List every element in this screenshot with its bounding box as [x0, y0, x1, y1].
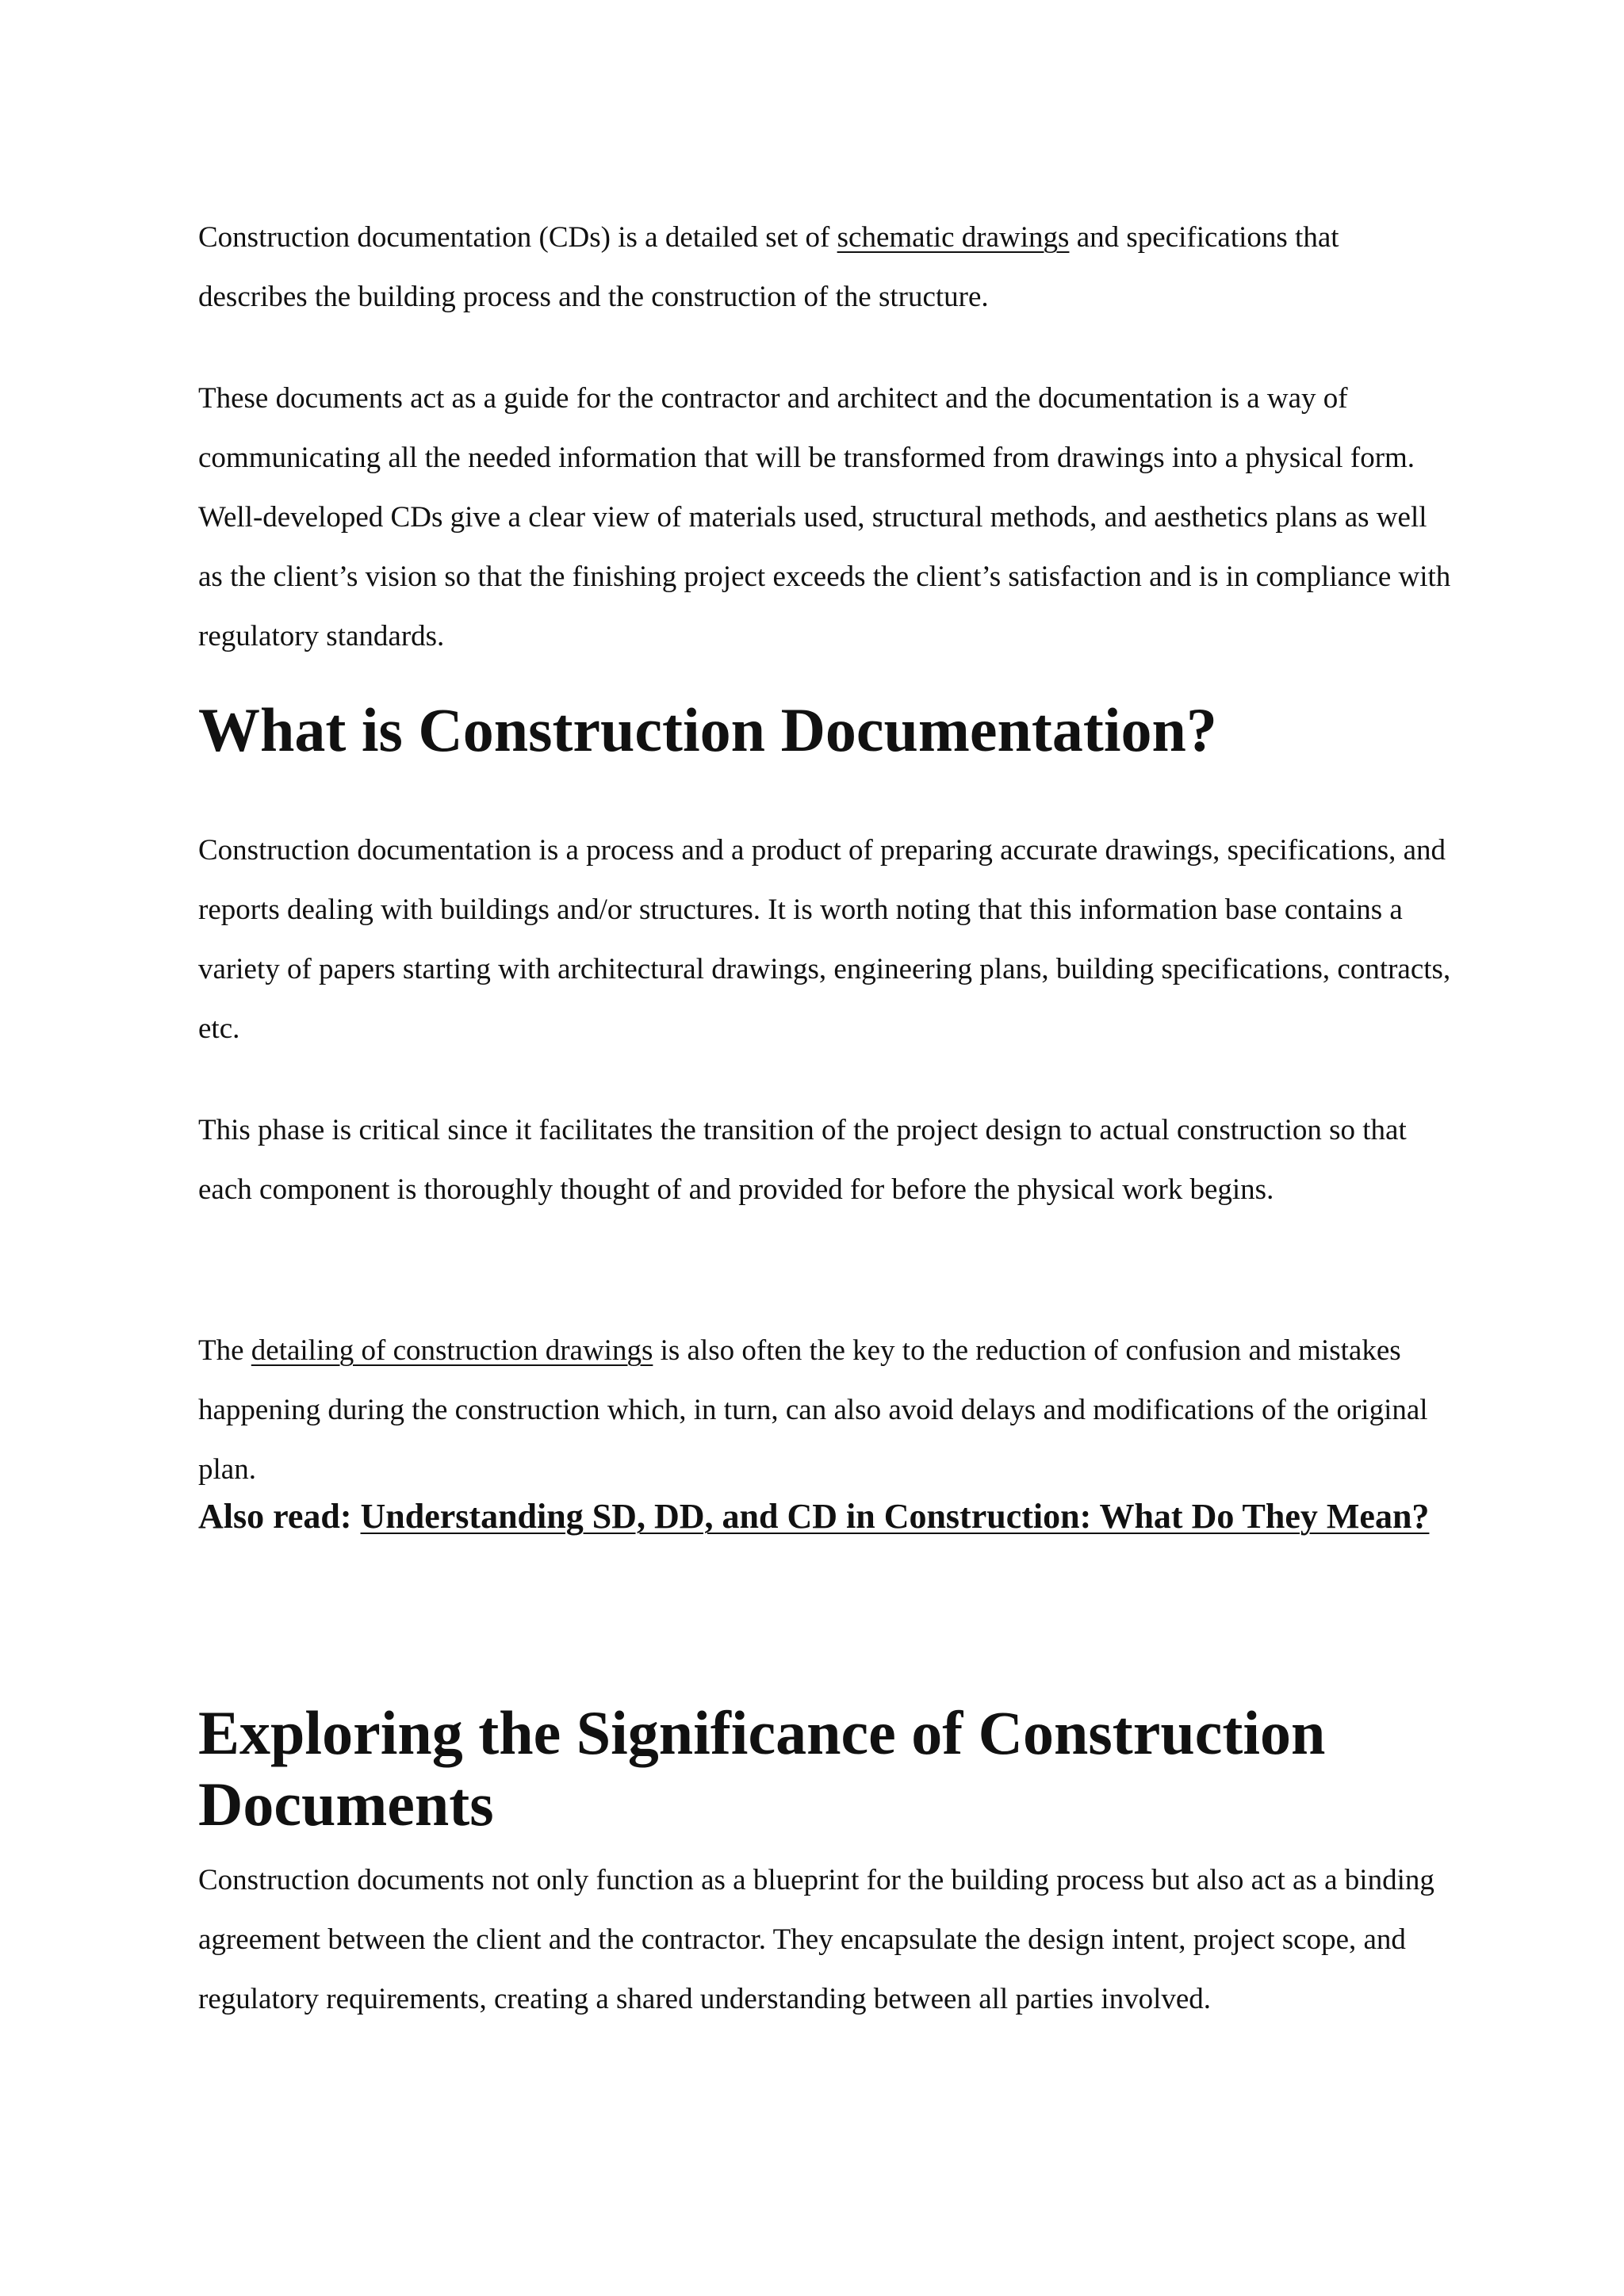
section-heading-what-is: What is Construction Documentation? — [198, 695, 1217, 764]
section-heading-significance: Exploring the Significance of Construction Documents — [198, 1698, 1326, 1839]
section2-paragraph-1: Construction documents not only function as a blueprint for the building process but also act as a binding agreement between the client and the contractor. They encapsulate the design intent, project scope, and regulatory requirements, creating a shared understanding between all parties involved. — [198, 1864, 1434, 2015]
intro-text-1a: Construction documentation (CDs) is a detailed set of — [198, 221, 837, 254]
intro-text-1b: and specifications that describes the building process and the construction of the structure. — [198, 221, 1339, 313]
detailing-construction-drawings-link[interactable]: detailing of construction drawings — [251, 1334, 653, 1367]
also-read-label: Also read: — [198, 1497, 361, 1536]
section1-text-3b: is also often the key to the reduction of confusion and mistakes happening during the construction which, in turn, can also avoid delays and modifications of the original plan. — [198, 1334, 1428, 1486]
section1-paragraph-2: This phase is critical since it facilitates the transition of the project design to actual construction so that each component is thoroughly thought of and provided for before the physical work begins. — [198, 1114, 1407, 1206]
schematic-drawings-link[interactable]: schematic drawings — [837, 221, 1070, 254]
section1-paragraph-1: Construction documentation is a process and a product of preparing accurate drawings, specifications, and reports dealing with buildings and/or structures. It is worth noting that this information base contains a variety of papers starting with architectural drawings, engineering plans, building specifications, contracts, etc. — [198, 834, 1451, 1045]
intro-paragraph-1 — [198, 208, 1451, 327]
intro-paragraph-2: These documents act as a guide for the contractor and architect and the documentation is a way of communicating all the needed information that will be transformed from drawings into a physical form. Well-developed CDs give a clear view of materials used, structural methods, and aesthetics plans as well as the client’s vision so that the finishing project exceeds the client’s satisfaction and is in compliance with regulatory standards. — [198, 382, 1451, 652]
also-read-link[interactable]: Understanding SD, DD, and CD in Construction: What Do They Mean? — [360, 1497, 1430, 1536]
also-read — [198, 1490, 1451, 1543]
section1-text-3a: The — [198, 1334, 251, 1367]
section1-paragraph-3 — [198, 1321, 1451, 1499]
